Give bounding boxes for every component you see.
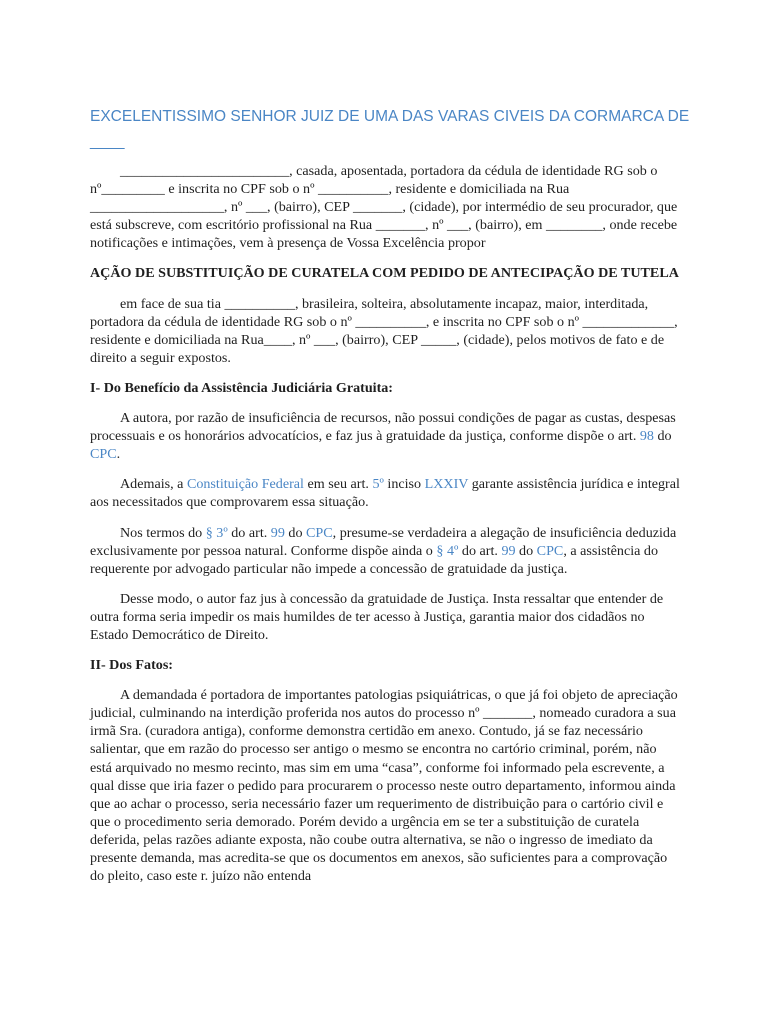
document-title bbox=[90, 106, 690, 153]
against-paragraph: em face de sua tia __________, brasileira, solteira, absolutamente incapaz, maior, interditada, portadora da cédula de identidade RG sob o nº __________, e inscrita no CPF sob o nº _____________, residente e domiciliada na Rua____, nº ___, (bairro), CEP _____, (cidade), pelos motivos de fato e de direito a seguir expostos. bbox=[90, 295, 678, 366]
section-1-heading: I- Do Benefício da Assistência Judiciária Gratuita: bbox=[90, 379, 394, 396]
document-body bbox=[90, 162, 680, 897]
action-heading: AÇÃO DE SUBSTITUIÇÃO DE CURATELA COM PEDIDO DE ANTECIPAÇÃO DE TUTELA bbox=[90, 265, 679, 282]
section-1-paragraph-3: Nos termos do § 3º do art. 99 do CPC, presume-se verdadeira a alegação de insuficiência deduzida exclusivamente por pessoa natural. Conforme dispõe ainda o § 4º do art. 99 do CPC, a assistência do requerente por advogado particular não impede a concessão de gratuidade da justiça. bbox=[90, 524, 677, 577]
link-cpc[interactable]: CPC bbox=[90, 446, 117, 463]
section-1-paragraph-4: Desse modo, o autor faz jus à concessão da gratuidade de Justiça. Insta ressaltar que entender de outra forma seria impedir os mais humildes de ter acesso à Justiça, garantia maior dos cidadãos no Estado Democrático de Direito. bbox=[90, 590, 664, 643]
link-art-5[interactable]: 5º bbox=[372, 476, 384, 493]
title-line-2: ____ bbox=[90, 133, 125, 150]
intro-paragraph: ________________________, casada, aposentada, portadora da cédula de identidade RG sob o nº_________ e inscrita no CPF sob o nº __________, residente e domiciliada na Rua ___________________, nº ___, (bairro), CEP _______, (cidade), por intermédio de seu procurador, que está subscreve, com escritório profissional na Rua _______, nº ___, (bairro), em ________, onde recebe notificações e intimações, vem à presença de Vossa Excelência propor bbox=[90, 163, 678, 252]
section-1-paragraph-1: A autora, por razão de insuficiência de recursos, não possui condições de pagar as custas, despesas processuais e os honorários advocatícios, e faz jus à gratuidade da justiça, conforme dispõe o art. 98 do CPC. bbox=[90, 410, 676, 463]
link-cpc[interactable]: CPC bbox=[306, 524, 333, 541]
link-art-99[interactable]: 99 bbox=[501, 542, 516, 559]
link-inciso-lxxiv[interactable]: LXXIV bbox=[424, 476, 469, 493]
title-line-1: EXCELENTISSIMO SENHOR JUIZ DE UMA DAS VARAS CIVEIS DA CORMARCA DE bbox=[90, 108, 690, 125]
link-cpc[interactable]: CPC bbox=[536, 542, 564, 559]
section-2-heading: II- Dos Fatos: bbox=[90, 657, 173, 674]
link-art-98[interactable]: 98 bbox=[639, 428, 654, 445]
link-paragrafo-4[interactable]: § 4º bbox=[436, 542, 459, 559]
section-2-paragraph-1: A demandada é portadora de importantes patologias psiquiátricas, o que já foi objeto de apreciação judicial, culminando na interdição proferida nos autos do processo nº _______, nomeado curadora a sua irmã Sra. (curadora antiga), conforme demonstra certidão em anexo. Contudo, já se faz necessário salientar, que em razão do processo ser antigo o mesmo se encontra no cartório criminal, porém, não está arquivado no mesmo recinto, mas sim em uma “casa”, conforme foi informado pela escrevente, a qual disse que iria fazer o pedido para procurarem o processo neste outro departamento, informou ainda que ao achar o processo, seria necessário fazer um requerimento de distribuição para o cartório civil e que o procedimento seria demorado. Porém devido a urgência em se ter a substituição de curatela deferida, pelas razões adiante exposta, não coube outra alternativa, se não o ingresso de imediato da presente demanda, mas acredita-se que os documentos em anexos, são suficientes para a comprovação do pleito, caso este r. juízo não entenda bbox=[90, 687, 678, 885]
link-art-99[interactable]: 99 bbox=[270, 524, 285, 541]
link-paragrafo-3[interactable]: § 3º bbox=[205, 524, 228, 541]
section-1-paragraph-2: Ademais, a Constituição Federal em seu art. 5º inciso LXXIV garante assistência jurídica e integral aos necessitados que comprovarem essa situação. bbox=[90, 476, 680, 511]
link-constituicao-federal[interactable]: Constituição Federal bbox=[186, 476, 304, 493]
